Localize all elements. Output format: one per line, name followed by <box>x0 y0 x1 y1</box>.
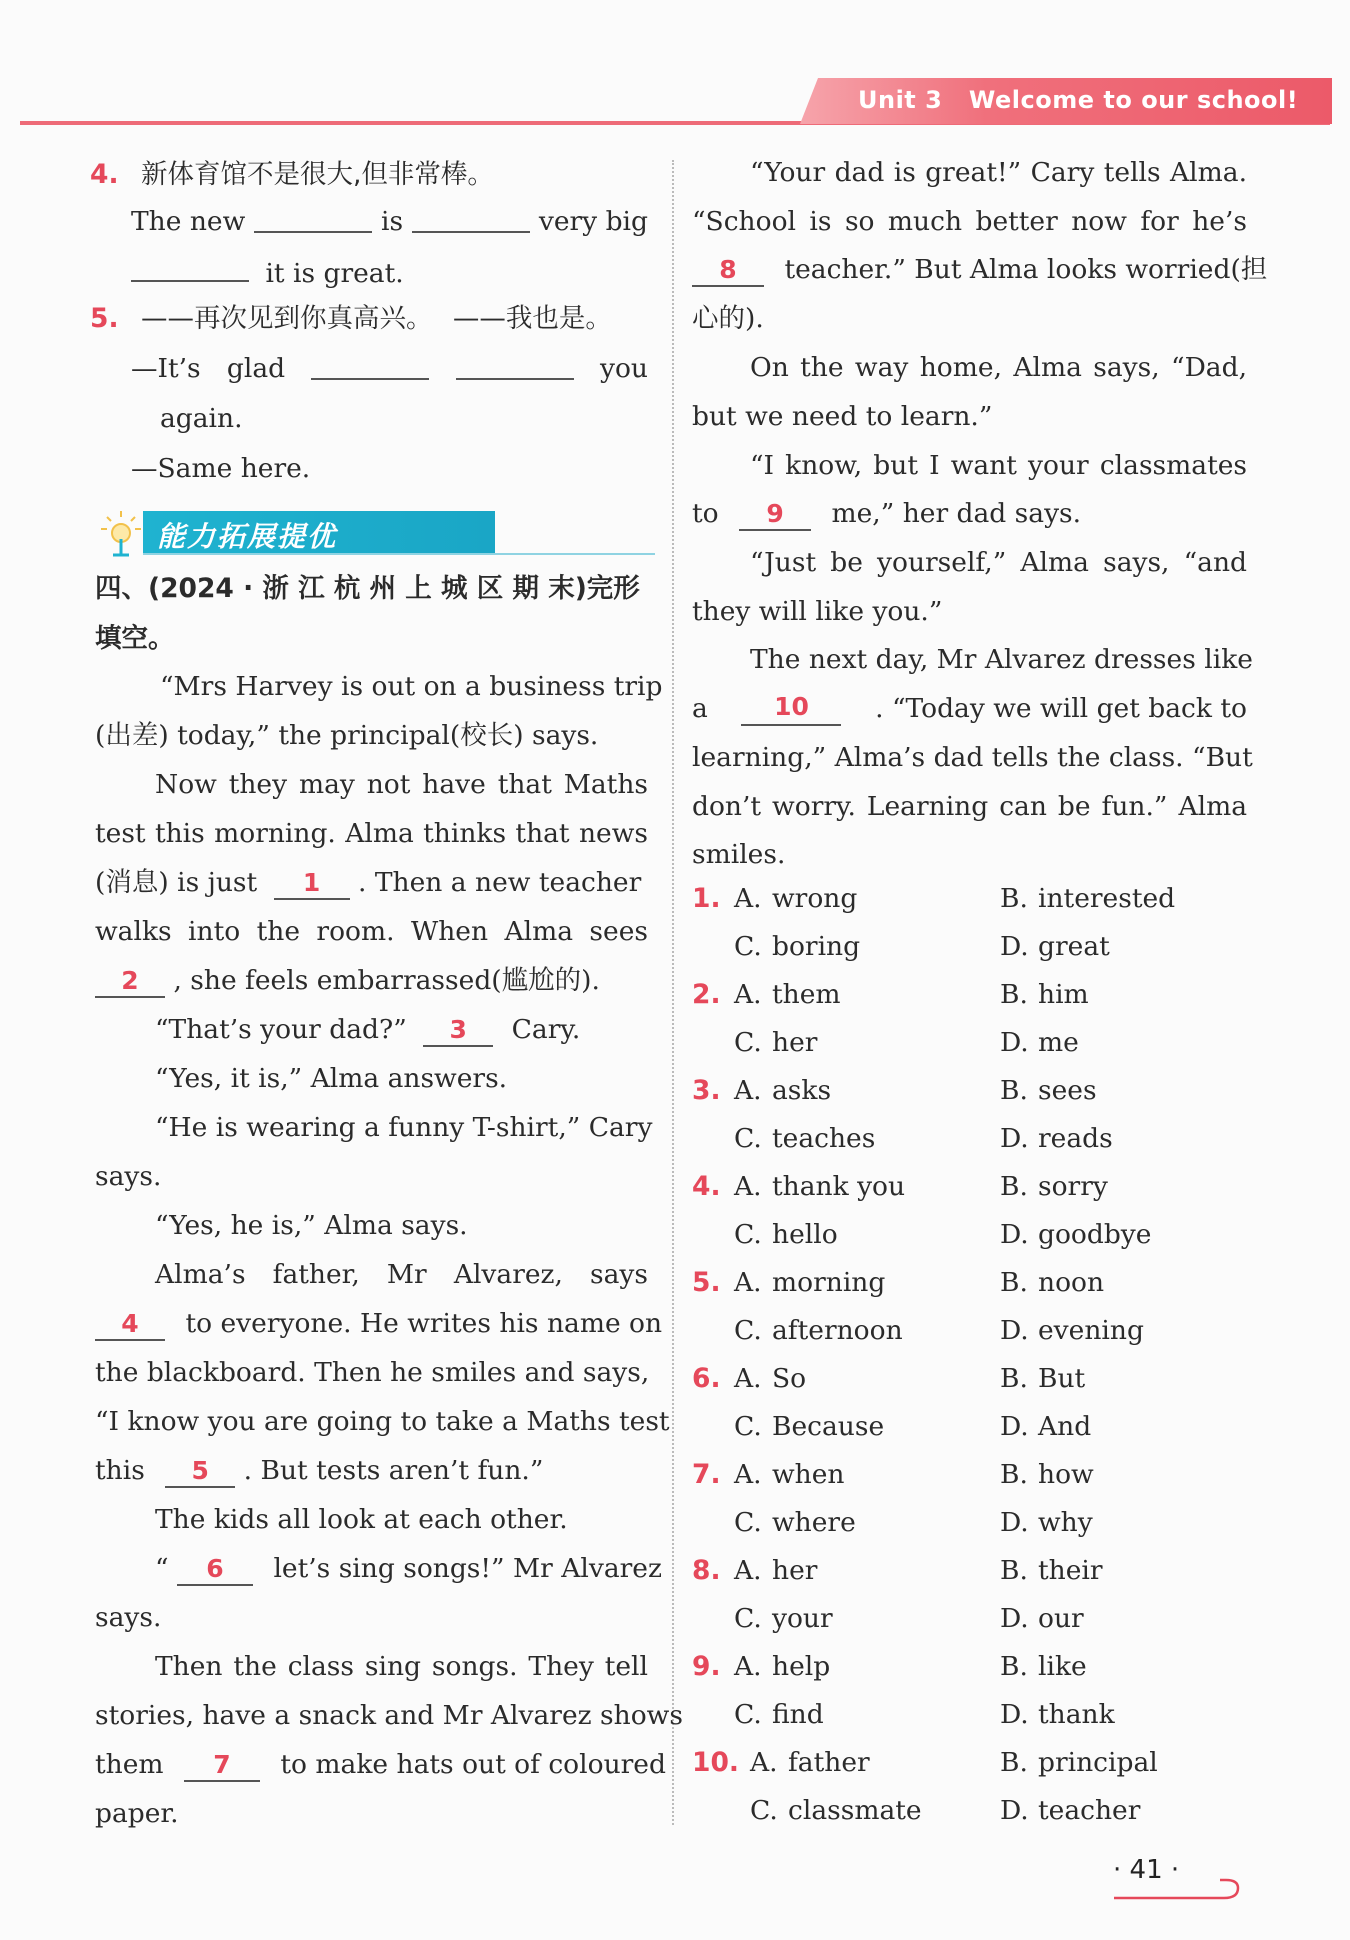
option-letter: C. <box>750 1795 778 1826</box>
section-heading: 四、(2024 · 浙 江 杭 州 上 城 区 期 末)完形 <box>95 573 640 604</box>
option-letter: C. <box>734 1315 762 1346</box>
option-row <box>692 1554 817 1588</box>
text-segment: you <box>599 353 648 384</box>
option-row <box>1000 978 1089 1012</box>
question-4-line-2 <box>131 254 404 291</box>
option-row <box>1000 1506 1093 1540</box>
option-row <box>1000 1698 1115 1732</box>
option-number: 10. <box>692 1747 739 1778</box>
option-row <box>1000 1362 1085 1396</box>
question-5-line-1 <box>131 352 648 386</box>
passage-line: “Your dad is great!” Cary tells Alma. <box>750 157 1247 188</box>
option-d[interactable]: And <box>1038 1411 1092 1442</box>
text-segment: is <box>381 206 404 237</box>
option-a[interactable]: asks <box>772 1075 832 1106</box>
option-letter: D. <box>1000 1699 1029 1730</box>
option-letter: C. <box>734 1699 762 1730</box>
option-row <box>734 1698 824 1732</box>
option-letter: A. <box>734 1267 762 1298</box>
option-row <box>734 1410 884 1444</box>
passage-line <box>155 1552 662 1586</box>
section-heading: 填空。 <box>95 623 175 654</box>
option-number: 4. <box>692 1171 721 1202</box>
option-row <box>1000 1602 1084 1636</box>
option-row <box>1000 930 1110 964</box>
option-a[interactable]: wrong <box>772 883 858 914</box>
option-row <box>692 1458 845 1492</box>
answer-blank-4[interactable]: 4 <box>95 1309 165 1341</box>
option-a[interactable]: So <box>772 1363 807 1394</box>
question-4-line-1 <box>131 205 648 239</box>
passage-text: “Mrs Harvey is out on a business trip <box>160 671 663 702</box>
option-letter: B. <box>1000 1075 1028 1106</box>
option-letter: C. <box>734 931 762 962</box>
option-row <box>750 1794 922 1828</box>
passage-line: says. <box>95 1161 162 1192</box>
option-letter: B. <box>1000 1651 1028 1682</box>
passage-text: Cary. <box>511 1014 581 1045</box>
answer-blank[interactable] <box>311 352 429 380</box>
option-d[interactable]: thank <box>1038 1699 1115 1730</box>
option-row <box>734 1026 817 1060</box>
passage-line: test this morning. Alma thinks that news <box>95 818 648 849</box>
option-c[interactable]: teaches <box>772 1123 876 1154</box>
passage-line <box>95 1748 666 1782</box>
page-number: · 41 · <box>1113 1855 1180 1885</box>
option-d[interactable]: goodbye <box>1038 1219 1152 1250</box>
option-row <box>1000 1410 1091 1444</box>
passage-line: “School is so much better now for he’s <box>692 206 1247 237</box>
option-letter: C. <box>734 1603 762 1634</box>
option-a[interactable]: thank you <box>772 1171 906 1202</box>
passage-line <box>692 497 1081 531</box>
page-arrow-icon <box>1114 1872 1244 1902</box>
option-letter: D. <box>1000 931 1029 962</box>
option-row <box>1000 882 1175 916</box>
passage-line: The next day, Mr Alvarez dresses like <box>750 644 1253 675</box>
option-letter: A. <box>734 1555 762 1586</box>
answer-blank[interactable] <box>131 254 249 282</box>
passage-text: to <box>692 498 719 529</box>
passage-line: “Yes, it is,” Alma answers. <box>155 1063 508 1094</box>
answer-blank-6[interactable]: 6 <box>177 1554 253 1586</box>
option-a[interactable]: help <box>772 1651 831 1682</box>
text-line: —Same here. <box>131 453 311 484</box>
question-number: 5. <box>90 303 119 334</box>
text-segment: very big <box>538 206 648 237</box>
passage-line <box>692 692 1247 726</box>
passage-text: this <box>95 1455 145 1486</box>
passage-line: paper. <box>95 1798 179 1829</box>
text-segment: The new <box>131 206 246 237</box>
passage-text: a <box>692 693 708 724</box>
option-letter: B. <box>1000 1555 1028 1586</box>
option-letter: B. <box>1000 883 1028 914</box>
section-banner <box>95 505 655 555</box>
passage-text: to everyone. He writes his name on <box>185 1308 663 1339</box>
option-letter: A. <box>734 1075 762 1106</box>
passage-line: “I know you are going to take a Maths test <box>95 1406 670 1437</box>
option-letter: A. <box>734 1171 762 1202</box>
passage-line: 心的). <box>692 303 764 334</box>
option-b[interactable]: how <box>1038 1459 1094 1490</box>
option-b[interactable]: principal <box>1038 1747 1158 1778</box>
option-letter: B. <box>1000 1171 1028 1202</box>
answer-blank[interactable] <box>254 205 372 233</box>
option-a[interactable]: father <box>788 1747 870 1778</box>
question-chinese: 新体育馆不是很大,但非常棒。 <box>140 159 494 190</box>
option-row <box>692 1362 806 1396</box>
answer-blank-2[interactable]: 2 <box>95 966 165 998</box>
option-b[interactable]: noon <box>1038 1267 1105 1298</box>
answer-blank-8[interactable]: 8 <box>692 255 764 287</box>
passage-line <box>160 670 663 704</box>
passage-line <box>95 1307 662 1341</box>
option-c[interactable]: hello <box>772 1219 838 1250</box>
option-letter: B. <box>1000 979 1028 1010</box>
option-number: 3. <box>692 1075 721 1106</box>
passage-line: walks into the room. When Alma sees <box>95 916 648 947</box>
option-letter: B. <box>1000 1267 1028 1298</box>
option-d[interactable]: teacher <box>1038 1795 1141 1826</box>
option-letter: A. <box>734 1651 762 1682</box>
answer-blank-10[interactable]: 10 <box>741 692 841 726</box>
passage-line: “Yes, he is,” Alma says. <box>155 1210 468 1241</box>
option-row <box>692 1170 905 1204</box>
passage-text: . Then a new teacher <box>358 867 642 898</box>
passage-line: Alma’s father, Mr Alvarez, says <box>155 1259 648 1290</box>
passage-text: . But tests aren’t fun.” <box>243 1455 544 1486</box>
text-segment: it is great. <box>265 258 404 289</box>
option-row <box>734 1602 833 1636</box>
option-b[interactable]: sorry <box>1038 1171 1108 1202</box>
option-d[interactable]: reads <box>1038 1123 1113 1154</box>
option-d[interactable]: evening <box>1038 1315 1144 1346</box>
answer-blank[interactable] <box>456 352 574 380</box>
option-a[interactable]: her <box>772 1555 818 1586</box>
passage-line: smiles. <box>692 839 786 870</box>
passage-text: me,” her dad says. <box>831 498 1082 529</box>
passage-line: Now they may not have that Maths <box>155 769 648 800</box>
option-c[interactable]: find <box>772 1699 824 1730</box>
option-d[interactable]: our <box>1038 1603 1084 1634</box>
option-b[interactable]: like <box>1038 1651 1087 1682</box>
option-row <box>1000 1266 1104 1300</box>
option-row <box>734 1314 903 1348</box>
option-letter: A. <box>750 1747 778 1778</box>
passage-line <box>95 866 641 900</box>
passage-line: don’t worry. Learning can be fun.” Alma <box>692 791 1247 822</box>
passage-text: teacher.” But Alma looks worried(担 <box>784 254 1268 285</box>
passage-text: let’s sing songs!” Mr Alvarez <box>273 1553 662 1584</box>
option-row <box>692 978 841 1012</box>
option-d[interactable]: why <box>1038 1507 1093 1538</box>
answer-blank-3[interactable]: 3 <box>423 1015 493 1047</box>
column-divider <box>672 160 674 1825</box>
option-row <box>1000 1314 1144 1348</box>
option-row <box>734 1506 856 1540</box>
option-letter: D. <box>1000 1219 1029 1250</box>
option-letter: D. <box>1000 1411 1029 1442</box>
passage-line: “Just be yourself,” Alma says, “and <box>750 547 1247 578</box>
passage-text: “That’s your dad?” <box>155 1014 407 1045</box>
option-number: 5. <box>692 1267 721 1298</box>
passage-text: . “Today we will get back to <box>875 693 1247 724</box>
option-row <box>692 1650 830 1684</box>
option-letter: D. <box>1000 1795 1029 1826</box>
option-c[interactable]: her <box>772 1027 818 1058</box>
passage-line: learning,” Alma’s dad tells the class. “But <box>692 742 1253 773</box>
option-row <box>692 882 857 916</box>
option-letter: B. <box>1000 1459 1028 1490</box>
option-letter: D. <box>1000 1507 1029 1538</box>
passage-text: them <box>95 1749 164 1780</box>
answer-blank-7[interactable]: 7 <box>184 1750 260 1782</box>
question-chinese: ——我也是。 <box>452 303 612 334</box>
passage-text: to make hats out of coloured <box>280 1749 666 1780</box>
option-row <box>1000 1170 1108 1204</box>
question-chinese: ——再次见到你真高兴。 <box>140 303 433 334</box>
option-letter: A. <box>734 883 762 914</box>
option-row <box>1000 1074 1097 1108</box>
option-letter: A. <box>734 1459 762 1490</box>
option-b[interactable]: him <box>1038 979 1089 1010</box>
option-c[interactable]: your <box>772 1603 833 1634</box>
option-c[interactable]: afternoon <box>772 1315 903 1346</box>
text-segment: —It’s <box>131 353 201 384</box>
passage-line: The kids all look at each other. <box>155 1504 568 1535</box>
text-segment: glad <box>226 353 286 384</box>
option-number: 7. <box>692 1459 721 1490</box>
option-letter: B. <box>1000 1363 1028 1394</box>
option-row <box>734 1218 838 1252</box>
passage-text: (消息) is just <box>95 867 258 898</box>
option-letter: B. <box>1000 1747 1028 1778</box>
question-4-prompt <box>90 158 494 192</box>
option-row <box>1000 1650 1087 1684</box>
option-letter: A. <box>734 1363 762 1394</box>
option-row <box>734 1122 875 1156</box>
answer-blank[interactable] <box>412 205 530 233</box>
option-row <box>1000 1026 1079 1060</box>
passage-line: (出差) today,” the principal(校长) says. <box>95 720 599 751</box>
option-b[interactable]: sees <box>1038 1075 1097 1106</box>
option-letter: D. <box>1000 1027 1029 1058</box>
option-row <box>692 1266 885 1300</box>
passage-line <box>155 1013 580 1047</box>
passage-line <box>95 964 600 998</box>
option-letter: C. <box>734 1411 762 1442</box>
passage-line <box>692 253 1267 287</box>
option-d[interactable]: me <box>1038 1027 1079 1058</box>
text-line: again. <box>160 403 243 434</box>
option-a[interactable]: morning <box>772 1267 886 1298</box>
answer-blank-5[interactable]: 5 <box>165 1456 235 1488</box>
option-letter: D. <box>1000 1123 1029 1154</box>
lightbulb-icon <box>95 505 147 557</box>
passage-text: “ <box>155 1553 169 1584</box>
passage-line: they will like you.” <box>692 596 943 627</box>
option-c[interactable]: boring <box>772 931 861 962</box>
passage-line: On the way home, Alma says, “Dad, <box>750 352 1247 383</box>
option-number: 9. <box>692 1651 721 1682</box>
option-row <box>1000 1218 1151 1252</box>
option-row <box>734 930 860 964</box>
passage-line: but we need to learn.” <box>692 401 993 432</box>
unit-title: Unit 3 Welcome to our school! <box>858 86 1299 114</box>
option-letter: C. <box>734 1219 762 1250</box>
option-a[interactable]: when <box>772 1459 845 1490</box>
option-number: 6. <box>692 1363 721 1394</box>
option-row <box>692 1074 831 1108</box>
option-number: 2. <box>692 979 721 1010</box>
passage-line: “He is wearing a funny T-shirt,” Cary <box>155 1112 653 1143</box>
option-d[interactable]: great <box>1038 931 1110 962</box>
passage-line: Then the class sing songs. They tell <box>155 1651 648 1682</box>
answer-blank-9[interactable]: 9 <box>739 499 811 531</box>
option-c[interactable]: where <box>772 1507 856 1538</box>
answer-blank-1[interactable]: 1 <box>274 868 350 900</box>
option-letter: C. <box>734 1507 762 1538</box>
option-letter: C. <box>734 1123 762 1154</box>
option-row <box>1000 1794 1140 1828</box>
option-row <box>1000 1746 1158 1780</box>
option-a[interactable]: them <box>772 979 841 1010</box>
option-b[interactable]: their <box>1038 1555 1103 1586</box>
option-number: 8. <box>692 1555 721 1586</box>
question-number: 4. <box>90 159 119 190</box>
option-b[interactable]: But <box>1038 1363 1086 1394</box>
passage-line: stories, have a snack and Mr Alvarez shows <box>95 1700 683 1731</box>
option-letter: D. <box>1000 1603 1029 1634</box>
option-row <box>1000 1554 1103 1588</box>
option-row <box>1000 1122 1113 1156</box>
option-row <box>692 1746 870 1780</box>
passage-line <box>95 1454 543 1488</box>
passage-text: , she feels embarrassed(尴尬的). <box>173 965 600 996</box>
question-5-prompt <box>90 302 612 336</box>
option-b[interactable]: interested <box>1038 883 1176 914</box>
option-letter: A. <box>734 979 762 1010</box>
banner-label: 能力拓展提优 <box>157 520 338 553</box>
option-row <box>1000 1458 1094 1492</box>
passage-line: says. <box>95 1602 162 1633</box>
option-letter: C. <box>734 1027 762 1058</box>
option-c[interactable]: classmate <box>788 1795 922 1826</box>
option-c[interactable]: Because <box>772 1411 885 1442</box>
option-letter: D. <box>1000 1315 1029 1346</box>
passage-line: the blackboard. Then he smiles and says, <box>95 1357 650 1388</box>
passage-line: “I know, but I want your classmates <box>750 450 1247 481</box>
option-number: 1. <box>692 883 721 914</box>
